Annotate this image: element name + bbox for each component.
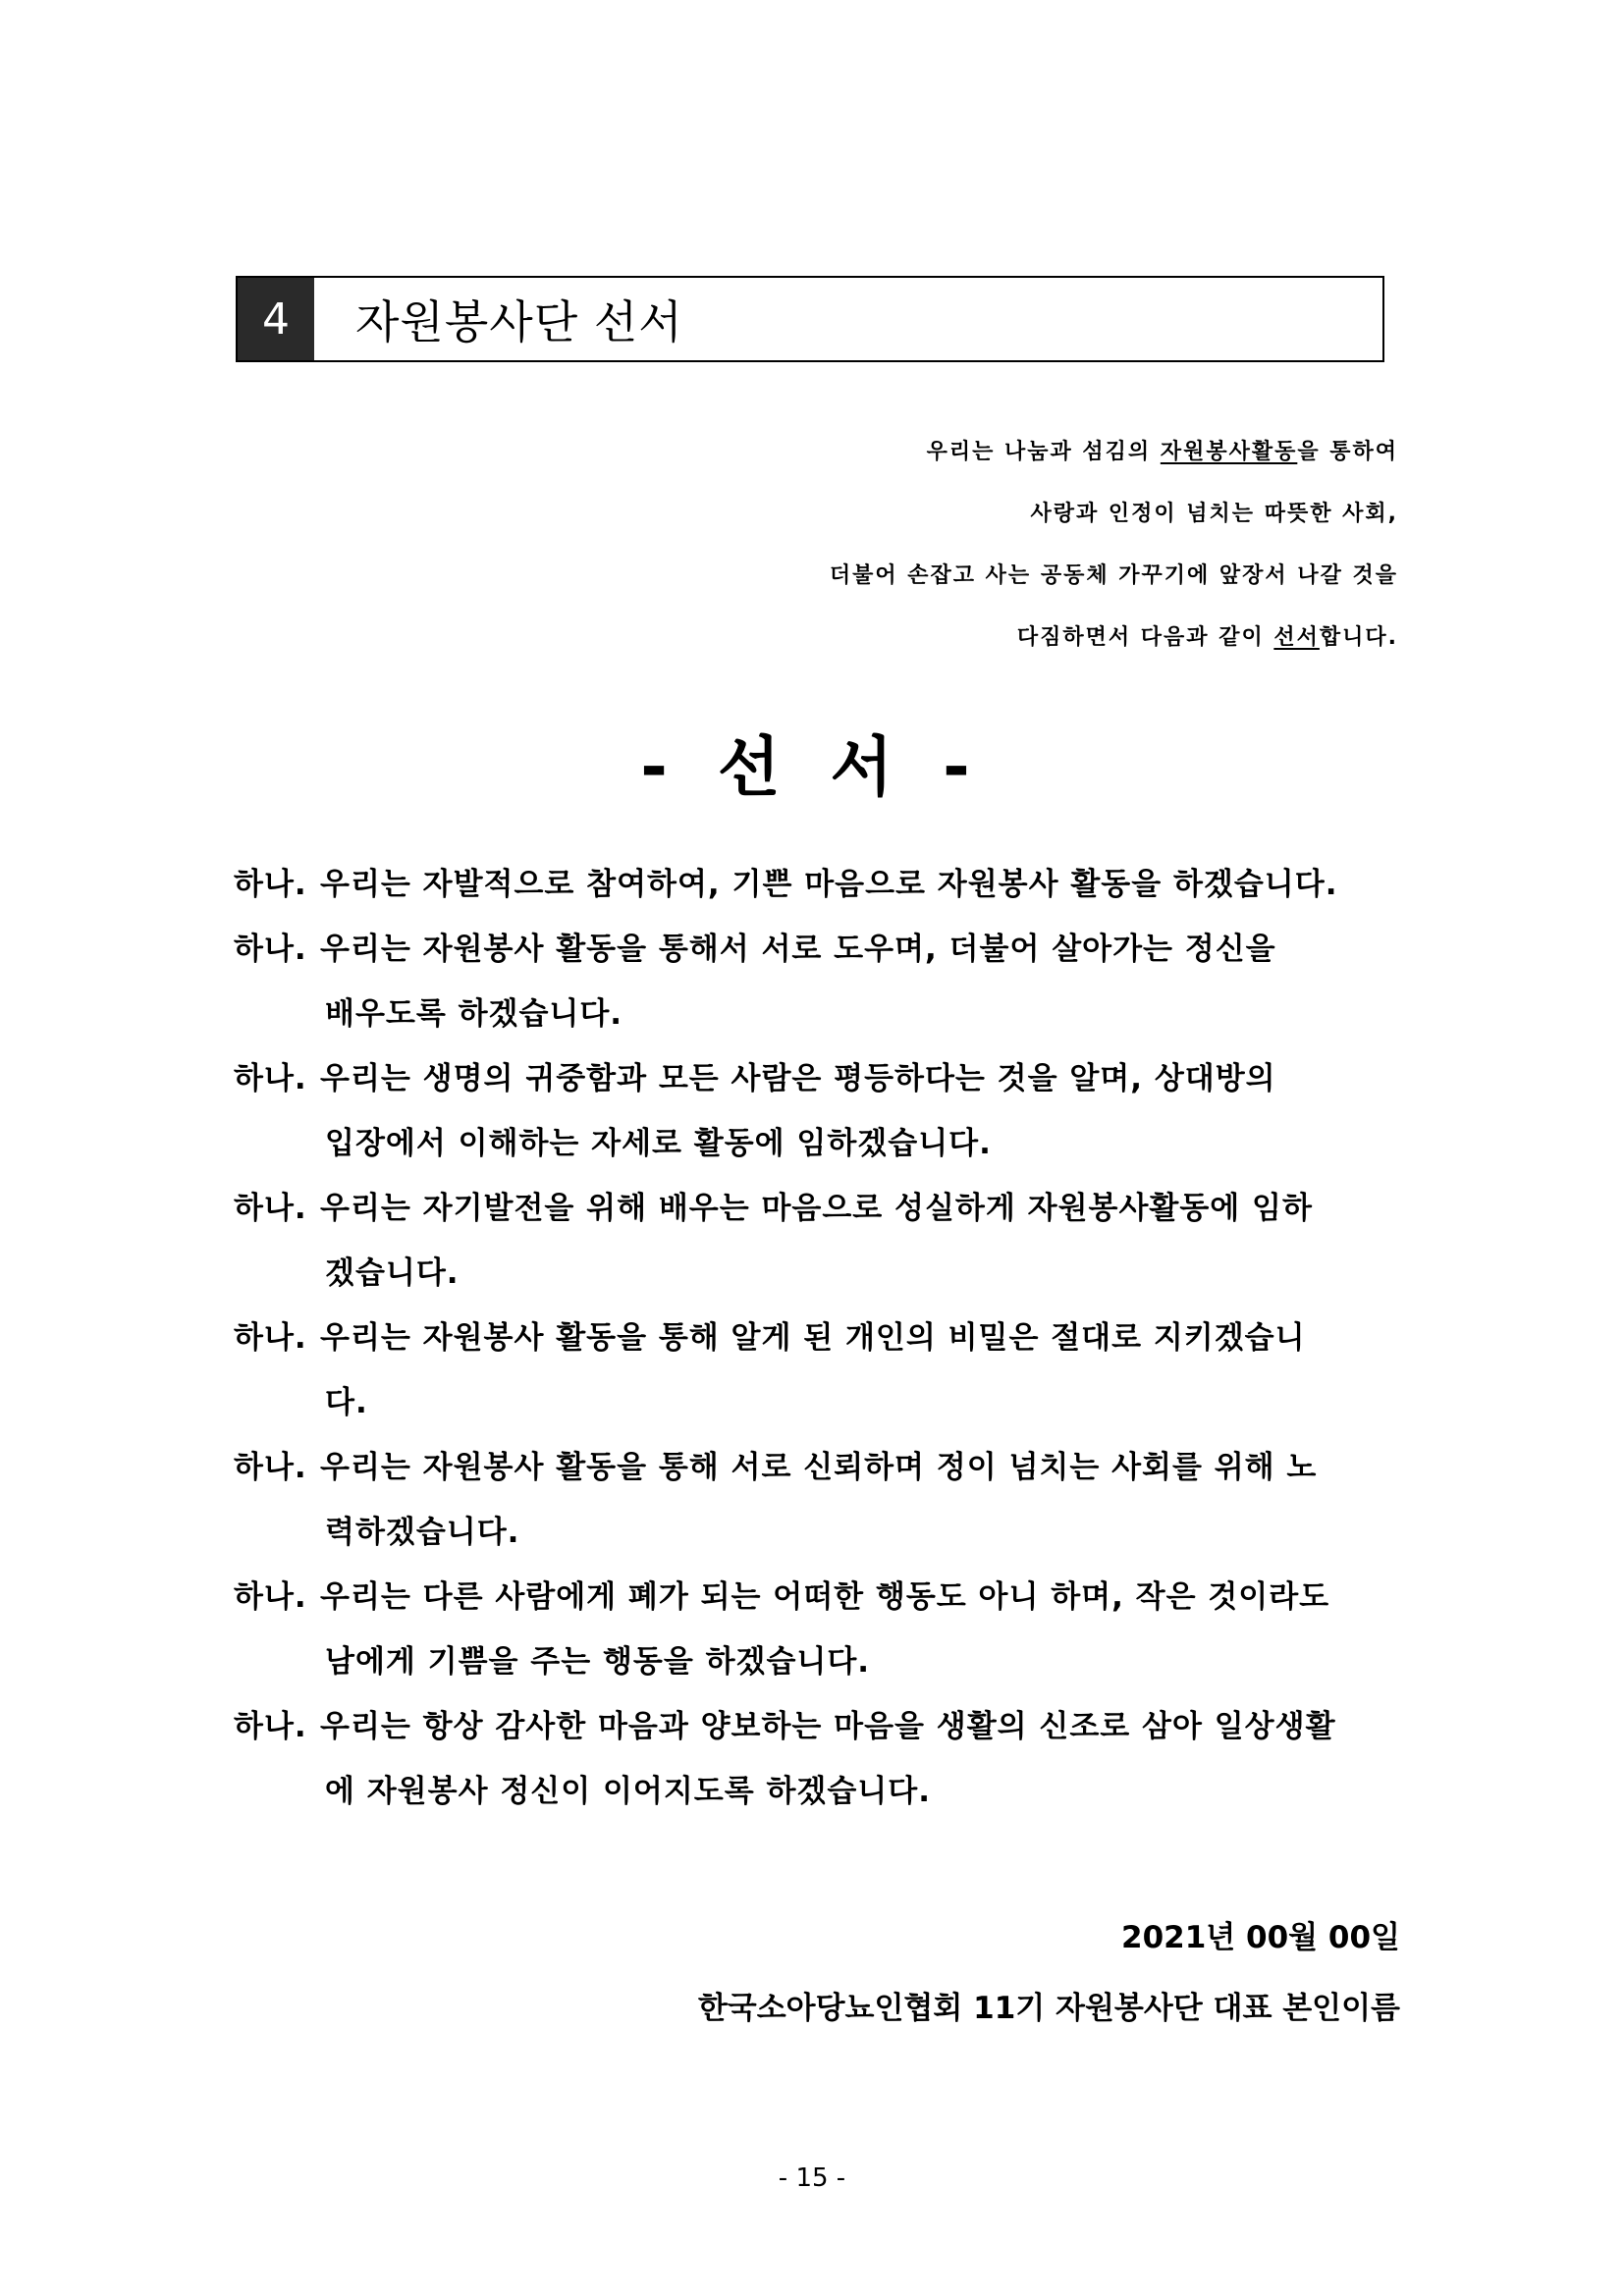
preamble-line-1-tail: 을 통하여 xyxy=(1297,440,1398,464)
signature-organization: 한국소아당뇨인협회 11기 자원봉사단 대표 본인이름 xyxy=(697,1991,1400,2026)
pledge-item xyxy=(234,1306,1402,1435)
preamble-line-1-underlined: 자원봉사활동 xyxy=(1160,440,1298,464)
pledge-text: 우리는 다른 사람에게 폐가 되는 어떠한 행동도 아니 하며, 작은 것이라도 xyxy=(320,1579,1330,1615)
pledge-prefix: 하나. xyxy=(234,1061,307,1096)
pledge-item xyxy=(234,1046,1402,1176)
pledge-text-continued: 입장에서 이해하는 자세로 활동에 임하겠습니다. xyxy=(325,1126,992,1161)
page-number: - 15 - xyxy=(778,2163,846,2193)
pledge-item xyxy=(234,917,1402,1046)
preamble-line-4-tail: 합니다. xyxy=(1319,625,1398,650)
preamble-line-3: 더불어 손잡고 사는 공동체 가꾸기에 앞장서 나갈 것을 xyxy=(829,563,1398,588)
pledge-text-continued: 에 자원봉사 정신이 이어지도록 하겠습니다. xyxy=(325,1774,931,1809)
pledge-text-continued: 력하겠습니다. xyxy=(325,1515,520,1550)
pledge-text: 우리는 자기발전을 위해 배우는 마음으로 성실하게 자원봉사활동에 임하 xyxy=(320,1191,1313,1226)
pledge-text: 우리는 자원봉사 활동을 통해 서로 신뢰하며 정이 넘치는 사회를 위해 노 xyxy=(320,1450,1318,1485)
pledge-item xyxy=(234,852,1402,917)
section-number: 4 xyxy=(238,278,314,360)
preamble xyxy=(514,438,1398,685)
preamble-line-2: 사랑과 인정이 넘치는 따뜻한 사회, xyxy=(1030,502,1398,526)
pledge-text: 우리는 자원봉사 활동을 통해 알게 된 개인의 비밀은 절대로 지키겠습니 xyxy=(320,1320,1306,1356)
pledge-prefix: 하나. xyxy=(234,932,307,967)
pledge-text: 우리는 항상 감사한 마음과 양보하는 마음을 생활의 신조로 삼아 일상생활 xyxy=(320,1709,1336,1744)
pledge-prefix: 하나. xyxy=(234,1709,307,1744)
pledge-item xyxy=(234,1694,1402,1824)
pledge-prefix: 하나. xyxy=(234,1579,307,1615)
pledge-prefix: 하나. xyxy=(234,1450,307,1485)
pledge-prefix: 하나. xyxy=(234,1191,307,1226)
preamble-line-4-text: 다짐하면서 다음과 같이 xyxy=(1016,625,1274,650)
pledge-text-continued: 배우도록 하겠습니다. xyxy=(325,996,623,1032)
main-title: - 선 서 - xyxy=(640,729,984,805)
section-header xyxy=(236,276,1384,362)
preamble-line-1 xyxy=(514,438,1398,467)
pledge-list xyxy=(234,852,1402,1824)
pledge-item xyxy=(234,1565,1402,1694)
pledge-text-continued: 겠습니다. xyxy=(325,1255,460,1291)
preamble-line-4-underlined: 선서 xyxy=(1273,625,1320,650)
pledge-text: 우리는 자원봉사 활동을 통해서 서로 도우며, 더불어 살아가는 정신을 xyxy=(320,932,1276,967)
pledge-item xyxy=(234,1435,1402,1565)
preamble-line-4 xyxy=(514,623,1398,653)
pledge-text: 우리는 생명의 귀중함과 모든 사람은 평등하다는 것을 알며, 상대방의 xyxy=(320,1061,1276,1096)
pledge-text-continued: 다. xyxy=(325,1385,368,1420)
pledge-text-continued: 남에게 기쁨을 주는 행동을 하겠습니다. xyxy=(325,1644,871,1680)
pledge-text: 우리는 자발적으로 참여하여, 기쁜 마음으로 자원봉사 활동을 하겠습니다. xyxy=(320,867,1338,902)
pledge-prefix: 하나. xyxy=(234,1320,307,1356)
pledge-prefix: 하나. xyxy=(234,867,307,902)
signature-date: 2021년 00월 00일 xyxy=(1121,1920,1400,1955)
section-title: 자원봉사단 선서 xyxy=(355,295,683,348)
pledge-item xyxy=(234,1176,1402,1306)
preamble-line-1-text: 우리는 나눔과 섬김의 xyxy=(926,440,1161,464)
